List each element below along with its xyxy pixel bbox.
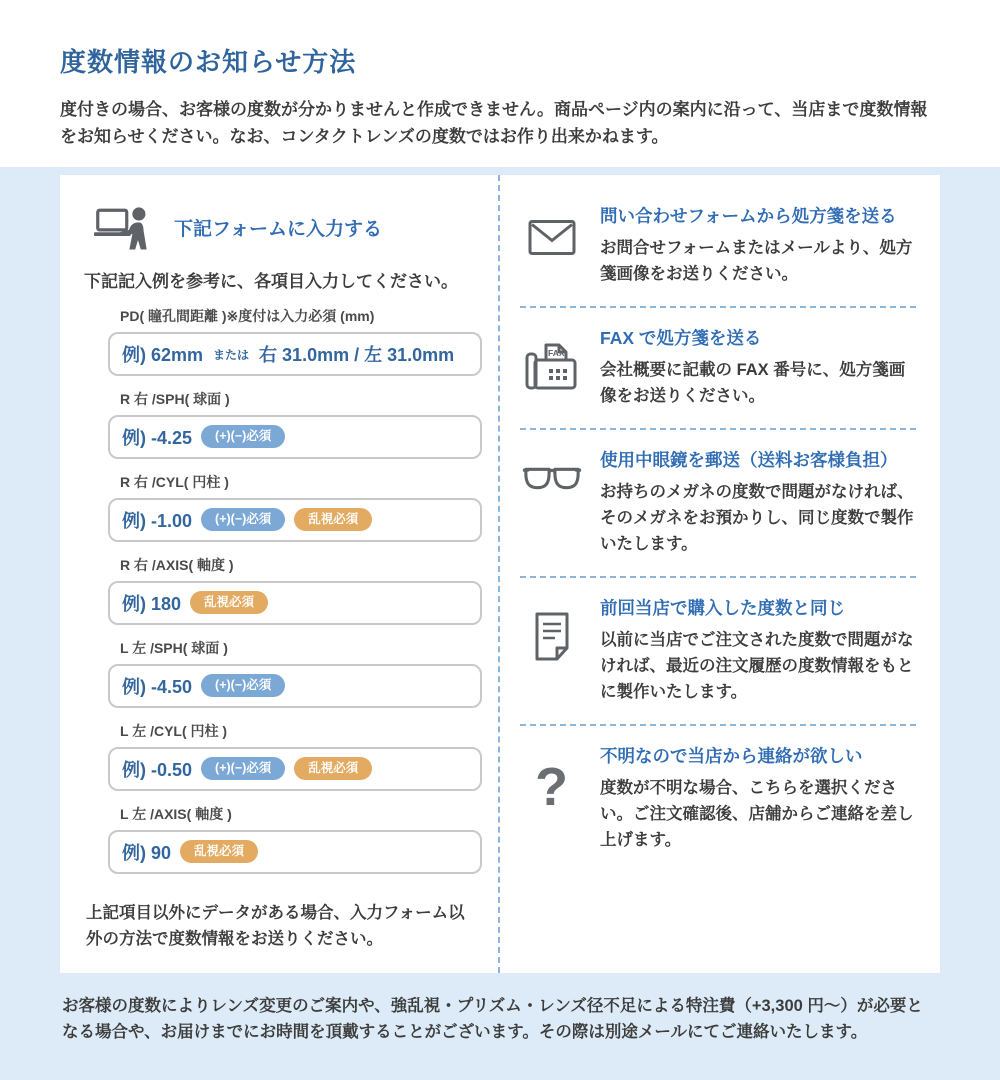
astigmatism-required-badge: 乱視必須 (180, 840, 258, 863)
page-header (0, 0, 1000, 167)
person-at-computer-icon (94, 205, 152, 251)
field-example-value: 例) -1.00 (122, 510, 193, 531)
field-example-value: 例) -4.50 (122, 676, 193, 697)
field-label: PD( 瞳孔間距離 )※度付は入力必須 (mm) (120, 307, 375, 324)
form-section (60, 175, 500, 973)
field-label: R 右 /CYL( 円柱 ) (120, 473, 229, 490)
method-body: お持ちのメガネの度数で問題がなければ、そのメガネをお預かりし、同じ度数で製作いたします。 (600, 482, 914, 554)
field-badges (201, 508, 372, 531)
methods-list (520, 195, 916, 873)
form-header (94, 205, 478, 251)
astigmatism-required-badge: 乱視必須 (294, 757, 372, 780)
method-body: 度数が不明な場合、こちらを選択ください。ご注文確認後、店舗からご連絡を差し上げます。 (600, 779, 914, 850)
field-example-box (108, 747, 482, 791)
field-example-box (108, 332, 482, 376)
envelope-icon (520, 203, 584, 287)
field-label: L 左 /AXIS( 軸度 ) (120, 805, 232, 822)
glasses-icon (520, 447, 584, 557)
method-text (600, 595, 916, 705)
field-label: R 右 /SPH( 球面 ) (120, 390, 230, 407)
astigmatism-required-badge: 乱視必須 (190, 591, 268, 614)
method-item (520, 726, 916, 872)
methods-section (500, 175, 940, 973)
method-item (520, 430, 916, 578)
field-example-value: 例) 62mm (122, 344, 204, 365)
info-panel (60, 175, 940, 973)
fax-icon (520, 325, 584, 409)
method-body: 会社概要に記載の FAX 番号に、処方箋画像をお送りください。 (600, 360, 906, 405)
field-example-value: 例) 90 (122, 842, 172, 863)
sign-required-badge: (+)(−)必須 (201, 674, 285, 697)
form-field (84, 638, 478, 708)
method-item (520, 308, 916, 430)
field-badges (190, 591, 268, 614)
sign-required-badge: (+)(−)必須 (201, 508, 285, 531)
form-field (84, 306, 478, 376)
field-example-box (108, 415, 482, 459)
svg-text:FAX: FAX (548, 347, 565, 358)
field-label: R 右 /AXIS( 軸度 ) (120, 556, 234, 573)
form-field (84, 804, 478, 874)
field-example-value: 例) -0.50 (122, 759, 193, 780)
document-icon (520, 595, 584, 705)
field-example-box (108, 498, 482, 542)
field-example-box (108, 664, 482, 708)
method-text (600, 743, 916, 853)
field-badges (180, 840, 258, 863)
field-label: L 左 /SPH( 球面 ) (120, 639, 228, 656)
svg-text:?: ? (535, 759, 568, 816)
field-example-value: 例) -4.25 (122, 427, 193, 448)
field-badges (201, 425, 285, 448)
sign-required-badge: (+)(−)必須 (201, 757, 285, 780)
method-body: 以前に当店でご注文された度数で問題がなければ、最近の注文履歴の度数情報をもとに製作いたします。 (600, 631, 914, 702)
astigmatism-required-badge: 乱視必須 (294, 508, 372, 531)
method-title: FAX で処方箋を送る (600, 327, 762, 348)
field-example-value: 例) 180 (122, 593, 182, 614)
field-example-box (108, 581, 482, 625)
form-fields (84, 306, 478, 874)
method-item (520, 578, 916, 726)
form-field (84, 721, 478, 791)
field-example-box (108, 830, 482, 874)
page-title: 度数情報のお知らせ方法 (60, 47, 357, 77)
form-heading: 下記フォームに入力する (174, 219, 383, 241)
method-text (600, 203, 916, 287)
method-title: 前回当店で購入した度数と同じ (600, 598, 845, 619)
question-mark-icon (520, 743, 584, 853)
method-title: 使用中眼鏡を郵送（送料お客様負担） (600, 449, 898, 470)
field-badges (201, 674, 285, 697)
footer-note: お客様の度数によりレンズ変更のご案内や、強乱視・プリズム・レンズ径不足による特注費（+3,300 円〜）が必要となる場合や、お届けまでにお時間を頂戴することがございます。その際は別途メールにてご連絡いたします。 (62, 996, 923, 1042)
form-field (84, 389, 478, 459)
field-example-value2: 右 31.0mm / 左 31.0mm (259, 344, 455, 365)
field-label: L 左 /CYL( 円柱 ) (120, 722, 228, 739)
method-title: 問い合わせフォームから処方箋を送る (600, 205, 897, 226)
content-area (0, 167, 1000, 1080)
form-field (84, 472, 478, 542)
form-outro: 上記項目以外にデータがある場合、入力フォーム以外の方法で度数情報をお送りください。 (86, 903, 465, 949)
method-text (600, 447, 916, 557)
method-item (520, 195, 916, 308)
field-example-note: または (213, 348, 250, 363)
intro-text: 度付きの場合、お客様の度数が分かりませんと作成できません。商品ページ内の案内に沿って、当店まで度数情報をお知らせください。なお、コンタクトレンズの度数ではお作り出来かねます。 (60, 100, 928, 146)
method-text (600, 325, 916, 409)
form-field (84, 555, 478, 625)
method-title: 不明なので当店から連絡が欲しい (600, 746, 863, 767)
field-badges (201, 757, 372, 780)
sign-required-badge: (+)(−)必須 (201, 425, 285, 448)
form-instruction: 下記記入例を参考に、各項目入力してください。 (84, 271, 458, 291)
method-body: お問合せフォームまたはメールより、処方箋画像をお送りください。 (600, 238, 913, 283)
